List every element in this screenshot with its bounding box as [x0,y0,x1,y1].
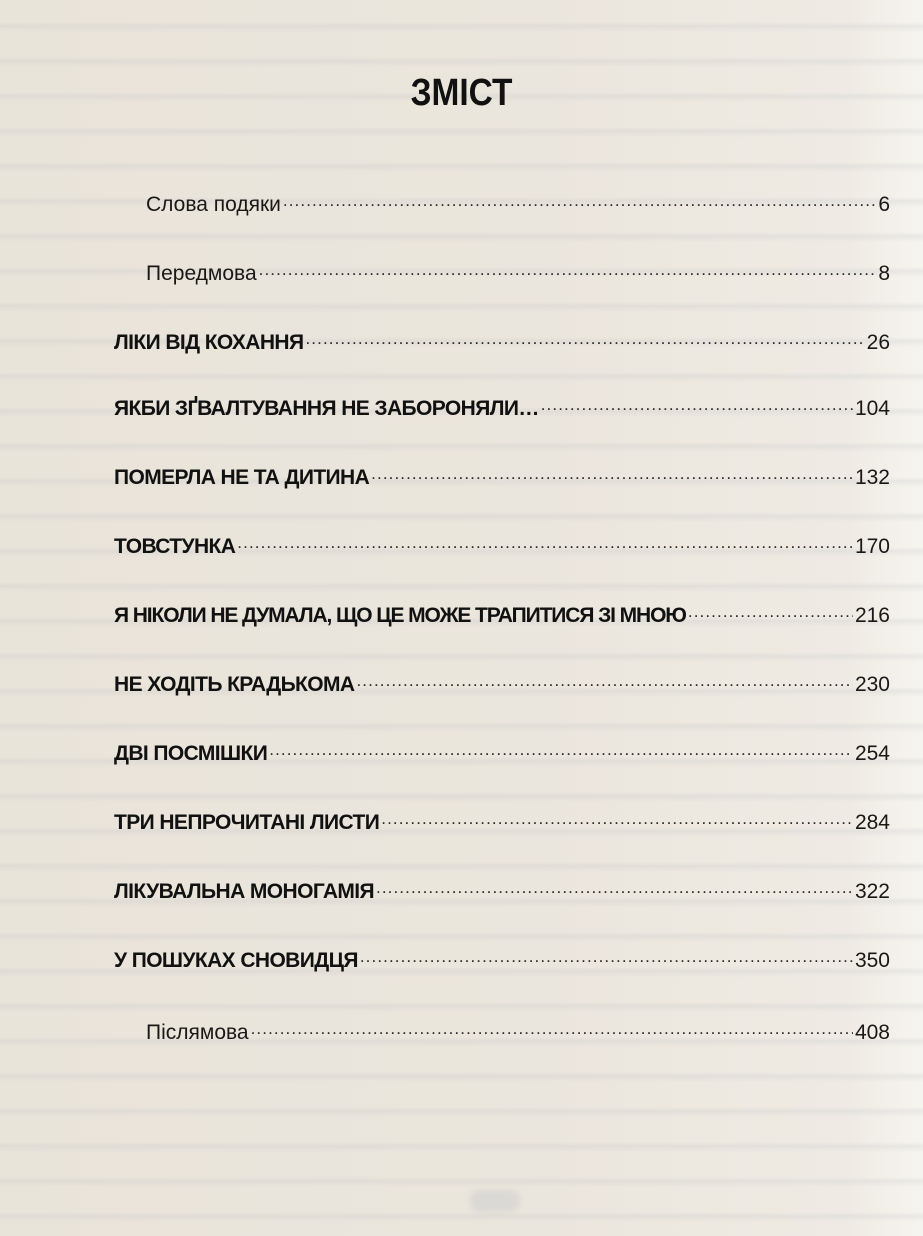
toc-entry-chapter-1[interactable] [114,331,890,361]
toc-entry-label: ТРИ НЕПРОЧИТАНІ ЛИСТИ [114,811,380,834]
toc-entry-page: 284 [854,811,890,834]
toc-entry-page: 8 [878,262,890,285]
toc-entry-chapter-2[interactable] [114,397,890,427]
toc-entry-page: 254 [854,742,890,765]
toc-entry-chapter-4[interactable] [114,535,890,565]
dot-leader [541,399,853,415]
toc-entry-page: 230 [854,673,890,696]
dot-leader [237,537,853,553]
toc-entry-page: 170 [854,535,890,558]
toc-entry-label: ТОВСТУНКА [114,535,236,558]
toc-entry-chapter-5[interactable] [114,604,890,634]
dot-leader [269,744,853,760]
toc-entry-chapter-9[interactable] [114,880,890,910]
dot-leader [371,468,853,484]
toc-entry-label: ПОМЕРЛА НЕ ТА ДИТИНА [114,466,370,489]
toc-entry-label: ЯКБИ ЗҐВАЛТУВАННЯ НЕ ЗАБОРОНЯЛИ… [114,397,539,420]
toc-entry-chapter-3[interactable] [114,466,890,496]
toc-entry-label: ДВІ ПОСМІШКИ [114,742,268,765]
toc-entry-page: 132 [854,466,890,489]
toc-entry-label: ЛІКУВАЛЬНА МОНОГАМІЯ [114,880,375,903]
toc-entry-chapter-7[interactable] [114,742,890,772]
toc-entry-chapter-10[interactable] [114,949,890,979]
dot-leader [283,195,876,211]
page-bleed-through-mark [470,1190,520,1212]
toc-entry-page: 216 [854,604,890,627]
toc-entry-page: 350 [854,949,890,972]
toc-entry-page: 408 [854,1021,890,1044]
dot-leader [381,813,853,829]
toc-entry-page: 26 [866,331,890,354]
toc-entry-foreword[interactable] [146,262,890,292]
toc-entry-label: ЛІКИ ВІД КОХАННЯ [114,331,304,354]
toc-entry-chapter-6[interactable] [114,673,890,703]
toc-entry-label: У ПОШУКАХ СНОВИДЦЯ [114,949,358,972]
dot-leader [305,333,864,349]
toc-entry-label: Післямова [146,1021,249,1044]
dot-leader [688,606,853,622]
toc-entry-label: Я НІКОЛИ НЕ ДУМАЛА, ЩО ЦЕ МОЖЕ ТРАПИТИСЯ ЗІ МНОЮ [114,604,686,627]
dot-leader [251,1023,853,1039]
toc-entry-chapter-8[interactable] [114,811,890,841]
toc-entry-label: Слова подяки [146,193,281,216]
toc-entry-acknowledgements[interactable] [146,193,890,223]
dot-leader [360,951,853,967]
dot-leader [356,675,852,691]
toc-entry-page: 104 [854,397,890,420]
toc-entry-label: Передмова [146,262,257,285]
toc-entry-page: 6 [878,193,890,216]
toc-title: ЗМІСТ [410,72,513,114]
dot-leader [376,882,853,898]
dot-leader [259,264,877,280]
toc-entry-page: 322 [854,880,890,903]
toc-entry-afterword[interactable] [146,1021,890,1051]
toc-entry-label: НЕ ХОДІТЬ КРАДЬКОМА [114,673,355,696]
